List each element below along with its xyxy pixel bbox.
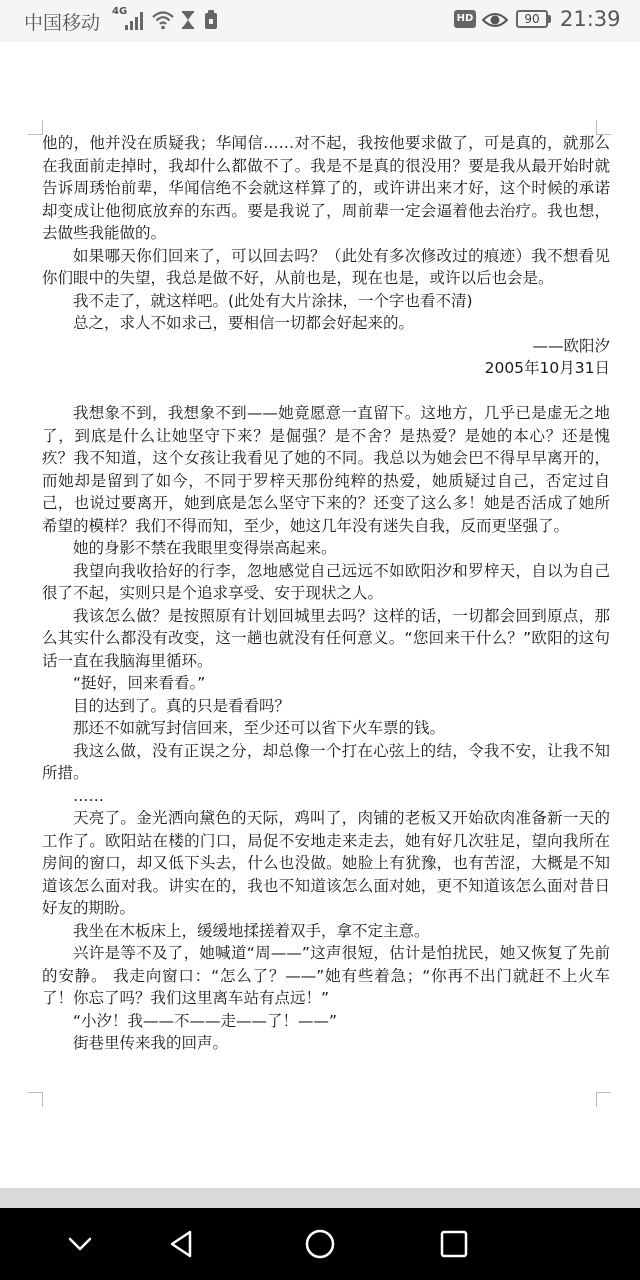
paragraph: 目的达到了。真的只是看看吗？ <box>73 696 291 715</box>
wifi-icon <box>152 10 174 30</box>
battery-icon: 90 <box>516 10 548 28</box>
battery-tip <box>548 15 551 23</box>
paragraph: …… <box>73 786 104 805</box>
paragraph: 我坐在木板床上，缓缓地揉搓着双手，拿不定主意。 <box>73 921 430 940</box>
signature: ——欧阳汐 <box>532 336 610 355</box>
document-text <box>42 132 610 1055</box>
navigation-bar <box>0 1208 640 1280</box>
paragraph: 我想象不到，我想象不到——她竟愿意一直留下。这地方，几乎已是虚无之地了，到底是什么让她坚守下来？是倔强？是不舍？是热爱？是她的本心？还是愧疚？我不知道，这个女孩让我看见了她的不同。我总以为她会巴不得早早离开的，而她却是留到了如今，不同于罗梓天那份纯粹的热爱，她质疑过自己，否定过自己，也说过要离开，她到底是怎么坚守下来的？还变了这么多！她是否活成了她所希望的模样？我们不得而知，至少，她这几年没有迷失自我，反而更坚强了。 <box>42 404 610 535</box>
document-page[interactable] <box>0 42 640 1188</box>
eye-icon <box>482 9 508 31</box>
crop-mark-bottom-right <box>596 1092 611 1107</box>
paragraph: 天亮了。金光洒向黛色的天际，鸡叫了，肉铺的老板又开始砍肉准备新一天的工作了。欧阳站在楼的门口，局促不安地走来走去，她有好几次驻足，望向我所在房间的窗口，却又低下头去，什么也没做。她脸上有犹豫，也有苦涩，大概是不知道该怎么面对我。讲实在的，我也不知道该怎么面对她，更不知道该怎么面对昔日好友的期盼。 <box>42 809 610 917</box>
lock-icon <box>204 10 218 30</box>
viewer-bottom-strip <box>0 1188 640 1208</box>
paragraph: “挺好，回来看看。” <box>73 674 206 692</box>
hide-keyboard-icon[interactable] <box>60 1224 100 1264</box>
paragraph: 我望向我收拾好的行李，忽地感觉自己远远不如欧阳汐和罗梓天，自以为自己很了不起，实则只是个追求享受、安于现状之人。 <box>42 561 610 602</box>
hd-badge: HD <box>454 10 476 28</box>
home-icon[interactable] <box>300 1224 340 1264</box>
paragraph: 她的身影不禁在我眼里变得崇高起来。 <box>73 539 337 557</box>
paragraph: 总之，求人不如求己，要相信一切都会好起来的。 <box>73 314 415 332</box>
paragraph-gap <box>42 380 610 403</box>
paragraph: 他的，他并没在质疑我；华闻信……对不起，我按他要求做了，可是真的，就那么在我面前走掉时，我却什么都做不了。我是不是真的很没用？要是我从最开始时就告诉周琇怡前辈，华闻信绝不会就这样算了的，或许讲出来才好，这个时候的承诺却变成让他彻底放弃的东西。要是我说了，周前辈一定会逼着他去治疗。我也想，去做些我能做的。 <box>42 134 610 242</box>
paragraph: 我不走了，就这样吧。(此处有大片涂抹，一个字也看不清) <box>73 291 473 310</box>
paragraph: 兴许是等不及了，她喊道“周——”这声很短，估计是怕扰民，她又恢复了先前的安静。 我走向窗口：“怎么了？——”她有些着急；“你再不出门就赶不上火车了！你忘了吗？我们这里离车站有点远！” <box>42 944 610 1007</box>
crop-mark-top-left <box>28 120 43 135</box>
back-icon[interactable] <box>162 1224 202 1264</box>
paragraph: “小汐！我——不——走——了！——” <box>73 1011 338 1030</box>
recent-apps-icon[interactable] <box>434 1224 474 1264</box>
crop-mark-bottom-left <box>28 1092 43 1107</box>
signal-icon <box>124 12 146 30</box>
paragraph: 那还不如就写封信回来，至少还可以省下火车票的钱。 <box>73 719 446 737</box>
paragraph: 我该怎么做？是按照原有计划回城里去吗？这样的话，一切都会回到原点，那么其实什么都没有改变，这一趟也就没有任何意义。“您回来干什么？”欧阳的这句话一直在我脑海里循环。 <box>42 606 610 670</box>
paragraph: 我这么做，没有正误之分，却总像一个打在心弦上的结，令我不安，让我不知所措。 <box>42 741 610 782</box>
status-bar <box>0 0 640 42</box>
clock: 21:39 <box>560 7 621 31</box>
letter-date: 2005年10月31日 <box>484 359 610 377</box>
hourglass-icon <box>181 10 195 30</box>
paragraph: 如果哪天你们回来了，可以回去吗？（此处有多次修改过的痕迹）我不想看见你们眼中的失望，我总是做不好，从前也是，现在也是，或许以后也会是。 <box>42 246 610 287</box>
network-type: 4G <box>112 6 128 17</box>
paragraph: 街巷里传来我的回声。 <box>73 1034 229 1052</box>
carrier-name: 中国移动 <box>24 12 101 34</box>
